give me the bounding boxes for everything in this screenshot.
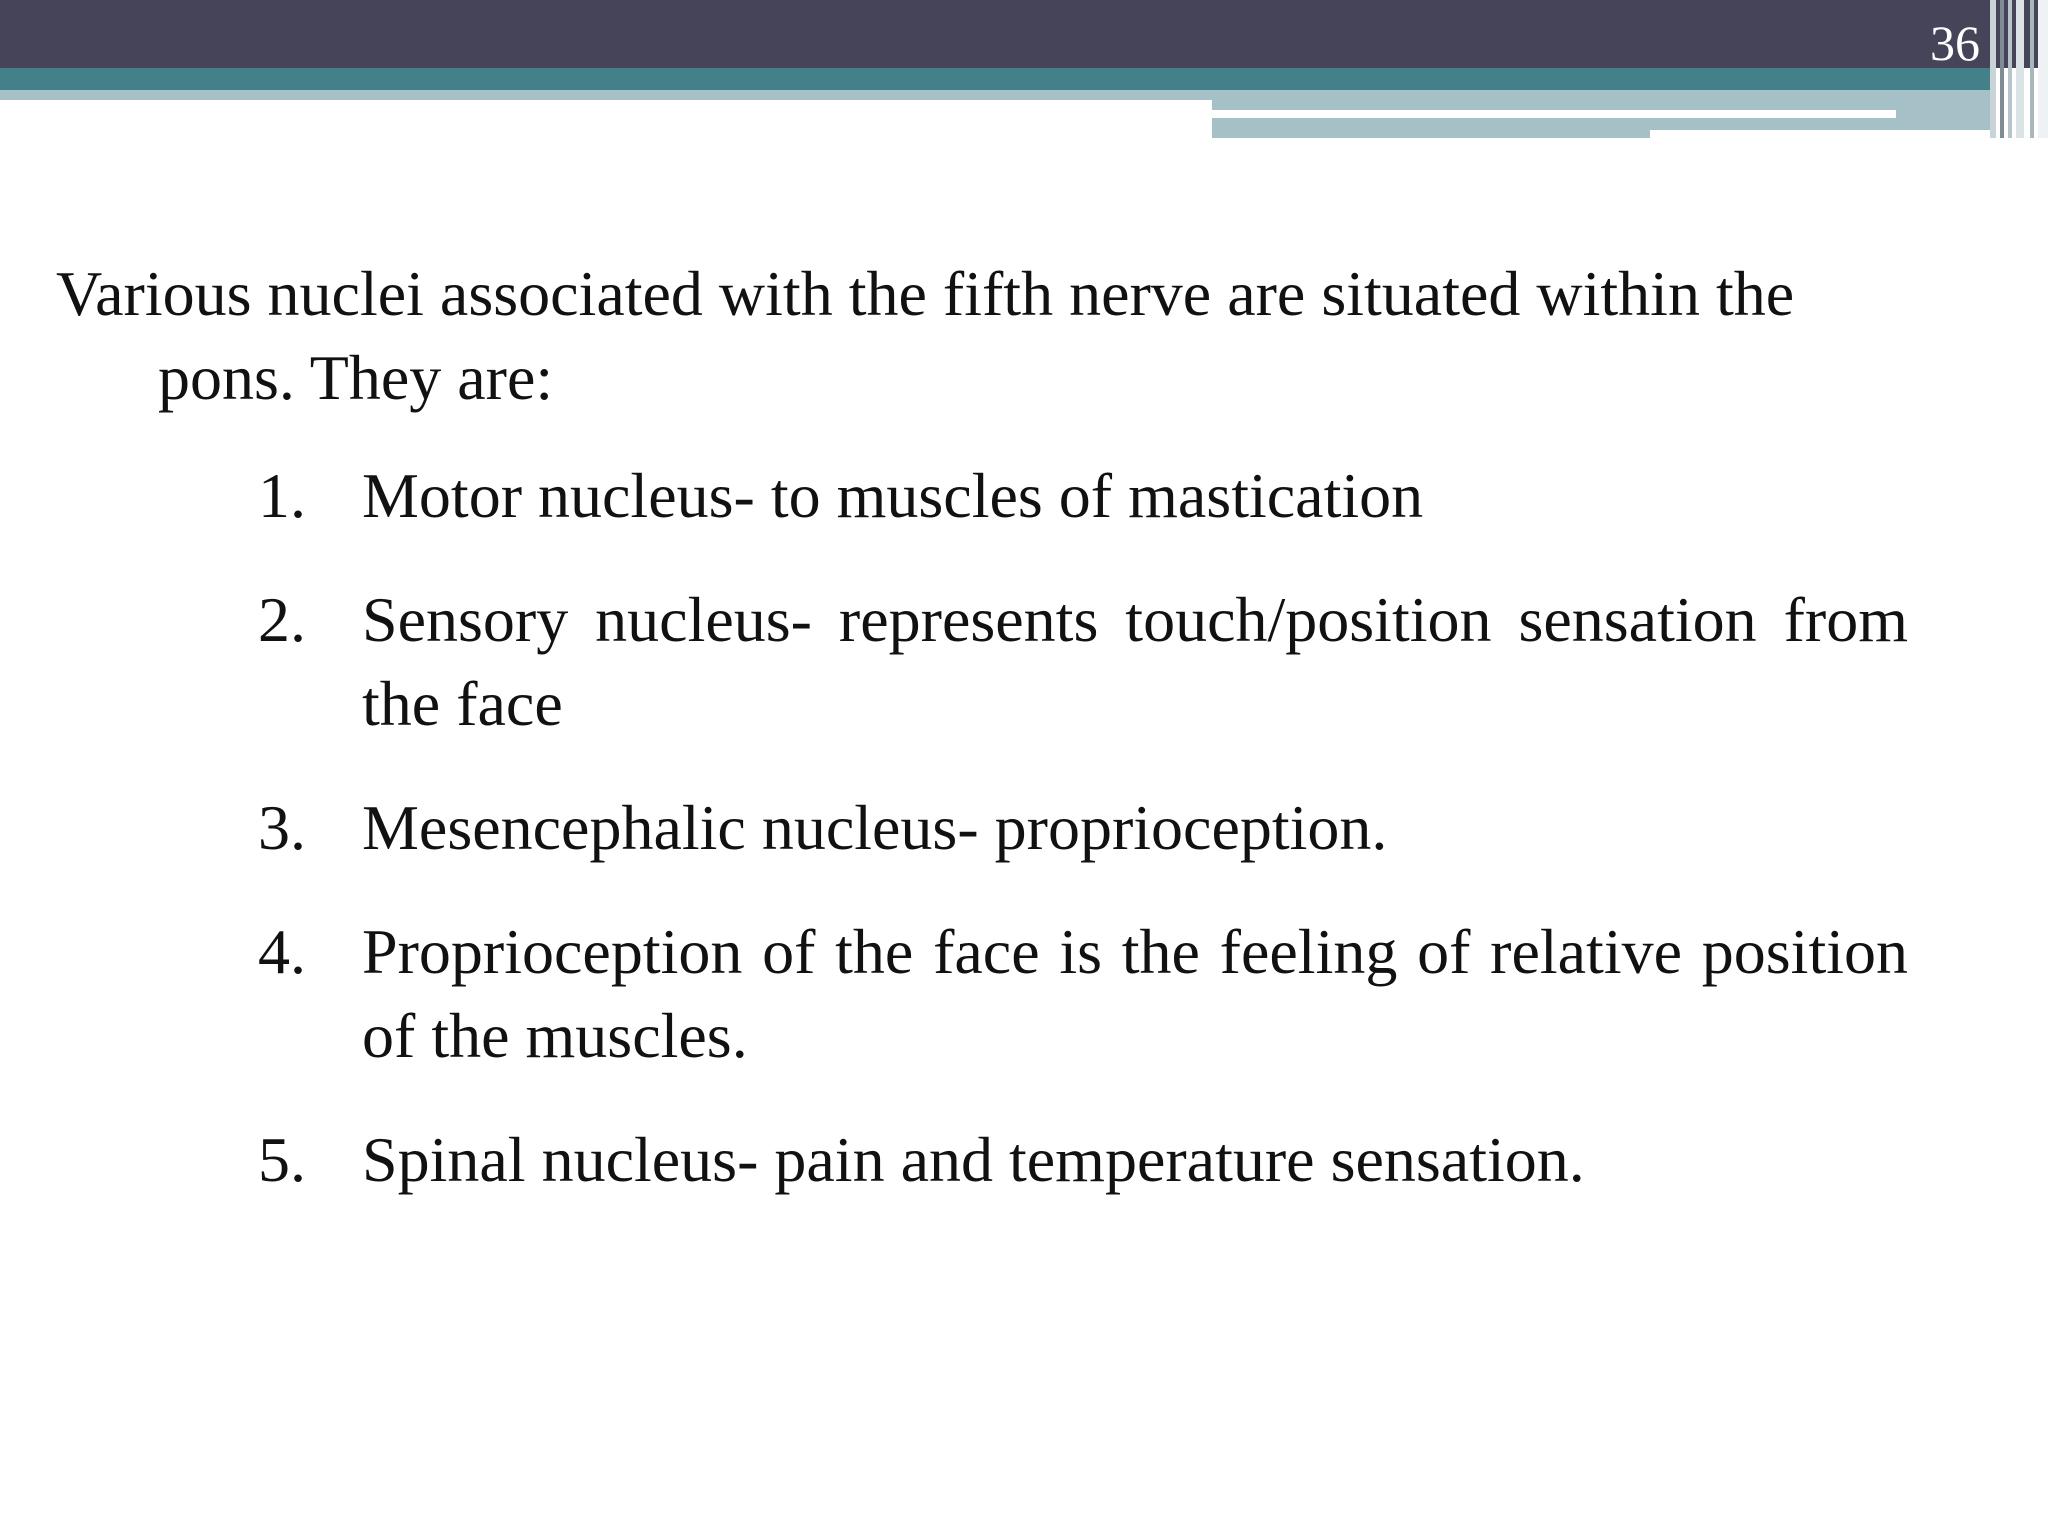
list-item-text: Spinal nucleus- pain and temperature sensation. [362, 1124, 1585, 1195]
list-item [56, 786, 1908, 870]
list-item-number: 1. [258, 460, 306, 531]
list-item-text: Mesencephalic nucleus- proprioception. [362, 792, 1388, 863]
nuclei-list [56, 454, 1908, 1202]
list-item [56, 1118, 1908, 1202]
header-stripe-cut [1650, 130, 1990, 138]
header-vertical-line [2008, 0, 2012, 138]
header-vertical-line [2030, 0, 2034, 138]
header-vertical-line [2038, 0, 2048, 138]
header-vertical-line [1990, 0, 1996, 138]
header-vertical-line [2000, 0, 2004, 138]
header-bar [0, 0, 2048, 68]
slide-number: 36 [1930, 15, 1980, 71]
header-light-band-left [0, 90, 1212, 100]
list-item-number: 3. [258, 792, 306, 863]
list-item-number: 4. [258, 916, 306, 987]
list-item [56, 454, 1908, 538]
list-item [56, 910, 1908, 1078]
header-stripe [1212, 110, 1896, 118]
list-item-number: 5. [258, 1124, 306, 1195]
list-item-text: Sensory nucleus- represents touch/position sensation from the face [362, 584, 1908, 739]
list-item-text: Proprioception of the face is the feeling of relative position of the muscles. [362, 916, 1908, 1071]
list-item-text: Motor nucleus- to muscles of mastication [362, 460, 1424, 531]
header-vertical-line [2016, 0, 2024, 138]
list-item-number: 2. [258, 584, 306, 655]
intro-text: Various nuclei associated with the fifth nerve are situated within the pons. They are: [56, 258, 1795, 413]
header-teal-band [0, 68, 1990, 90]
list-item [56, 578, 1908, 746]
slide-content [56, 252, 1908, 1242]
